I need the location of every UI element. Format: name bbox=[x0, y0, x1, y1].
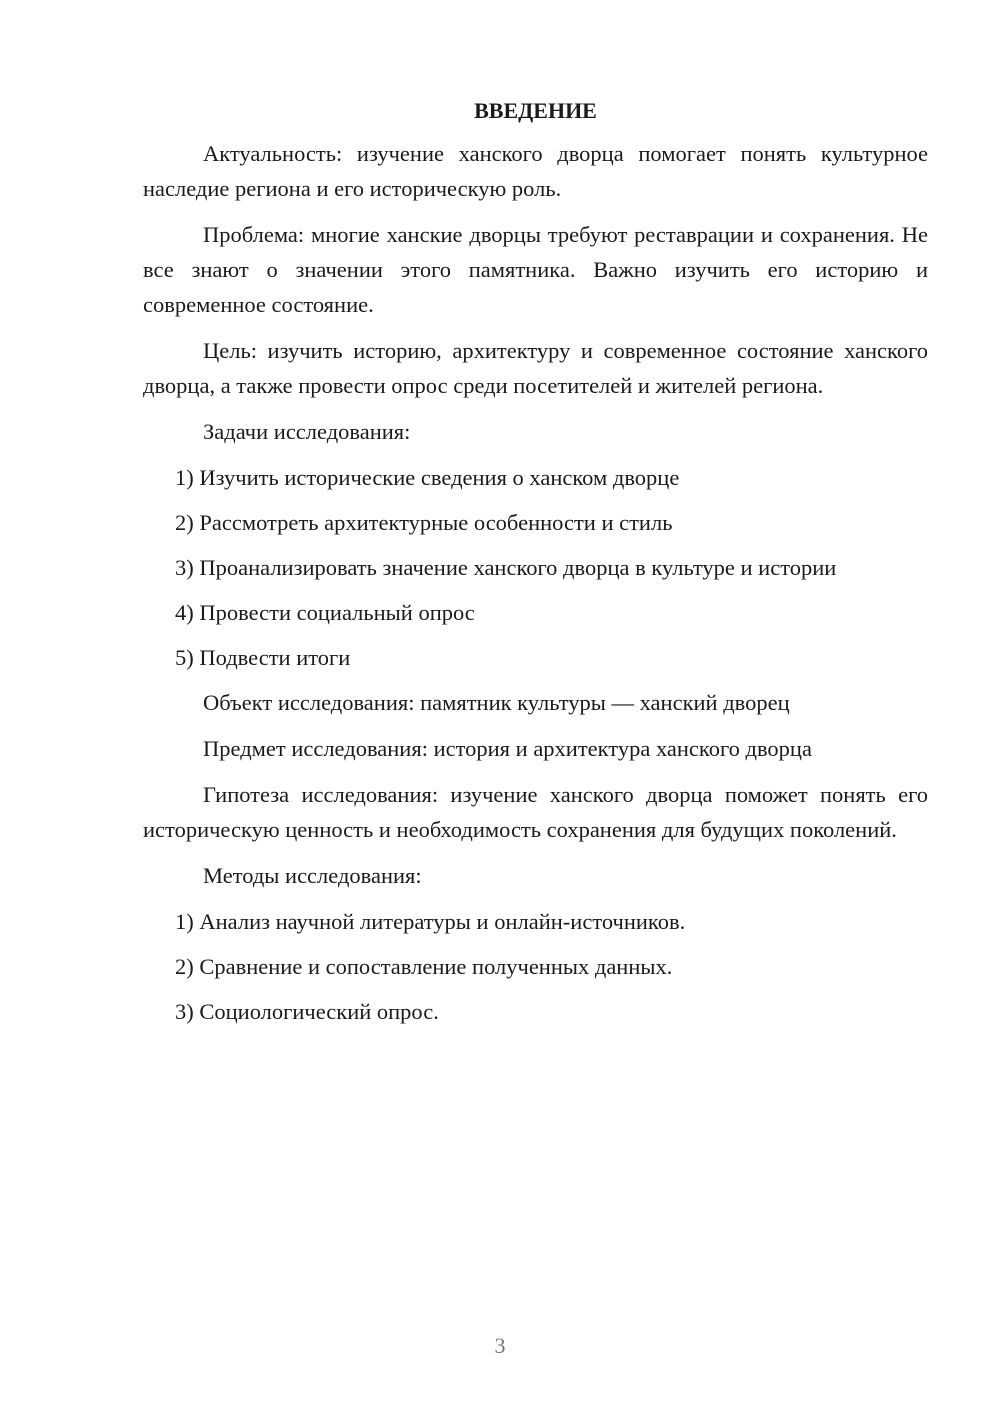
methods-list bbox=[143, 904, 928, 1029]
list-item: 4) Провести социальный опрос bbox=[175, 600, 475, 625]
section-heading: ВВЕДЕНИЕ bbox=[474, 98, 597, 123]
list-item: 1) Анализ научной литературы и онлайн-источников. bbox=[175, 909, 686, 934]
list-item: 2) Сравнение и сопоставление полученных данных. bbox=[175, 954, 673, 979]
goal-paragraph: Цель: изучить историю, архитектуру и современное состояние ханского дворца, а также провести опрос среди посетителей и жителей региона. bbox=[143, 338, 928, 398]
page-number: 3 bbox=[494, 1333, 506, 1358]
list-item: 3) Проанализировать значение ханского дворца в культуре и истории bbox=[175, 555, 837, 580]
list-item: 5) Подвести итоги bbox=[175, 645, 351, 670]
problem-paragraph: Проблема: многие ханские дворцы требуют реставрации и сохранения. Не все знают о значении этого памятника. Важно изучить его историю и современное состояние. bbox=[143, 222, 928, 317]
relevance-paragraph: Актуальность: изучение ханского дворца помогает понять культурное наследие региона и его историческую роль. bbox=[143, 141, 928, 201]
list-item: 1) Изучить исторические сведения о ханском дворце bbox=[175, 465, 680, 490]
list-item: 3) Социологический опрос. bbox=[175, 999, 439, 1024]
tasks-title: Задачи исследования: bbox=[203, 419, 411, 444]
methods-title: Методы исследования: bbox=[203, 863, 422, 888]
subject-paragraph: Предмет исследования: история и архитектура ханского дворца bbox=[203, 736, 812, 761]
tasks-list bbox=[143, 460, 928, 675]
list-item: 2) Рассмотреть архитектурные особенности и стиль bbox=[175, 510, 673, 535]
hypothesis-paragraph: Гипотеза исследования: изучение ханского дворца поможет понять его историческую ценность и необходимость сохранения для будущих поколений. bbox=[143, 782, 928, 842]
object-paragraph: Объект исследования: памятник культуры — ханский дворец bbox=[203, 690, 790, 715]
document-body bbox=[143, 96, 928, 1039]
